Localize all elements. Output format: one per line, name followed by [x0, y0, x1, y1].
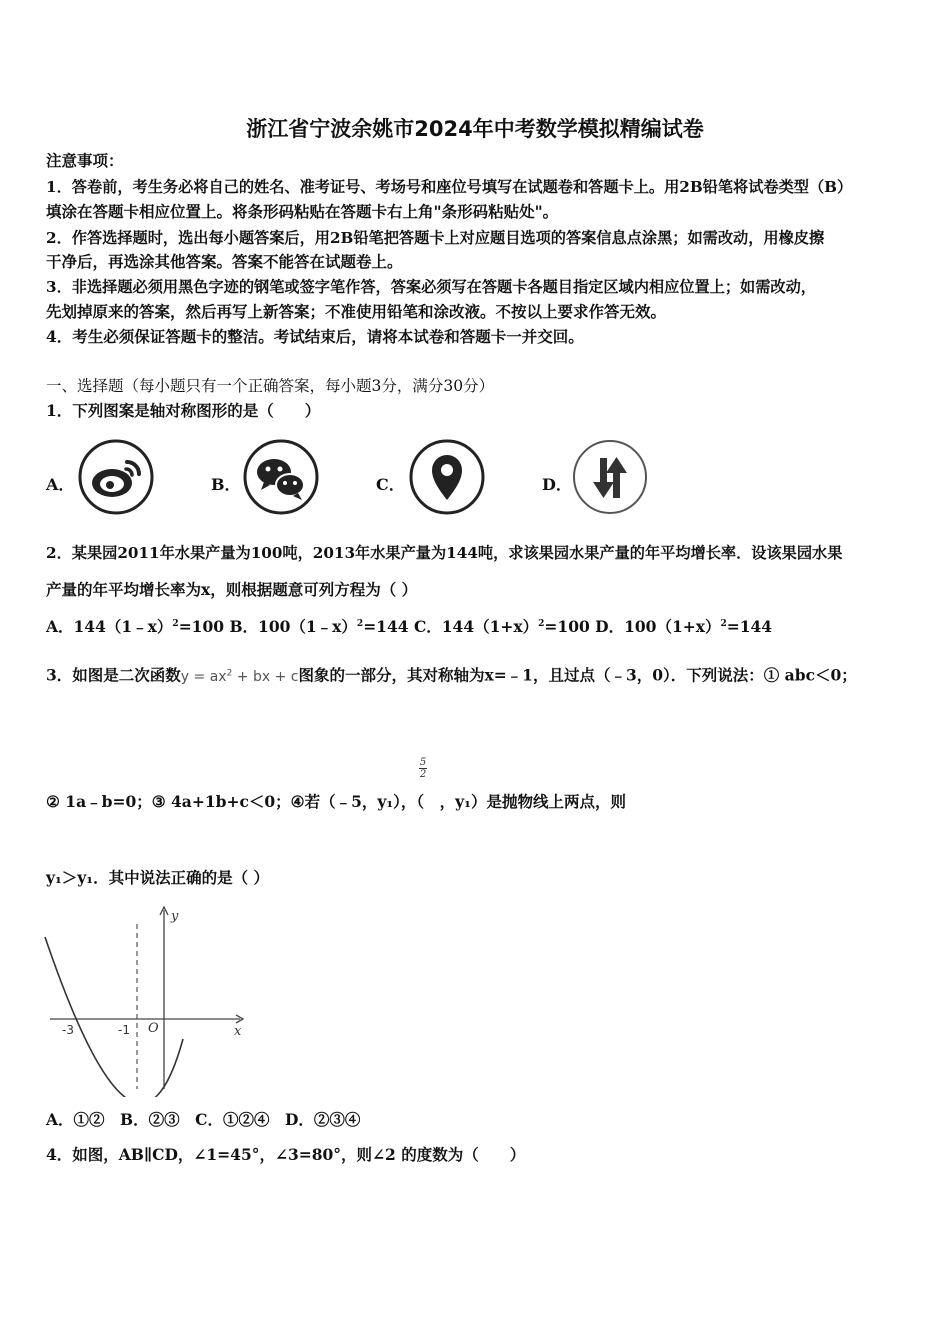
- question-2-options: [46, 614, 772, 637]
- notice-line: 1．答卷前，考生务必将自己的姓名、准考证号、考场号和座位号填写在试题卷和答题卡上。用2B铅笔将试卷类型（B）: [46, 178, 853, 196]
- question-3-options: A．①② B．②③ C．①②④ D．②③④: [46, 1110, 361, 1129]
- location-pin-icon: [406, 436, 488, 518]
- q1-option-c-label: C．: [376, 475, 405, 494]
- notice-line: 先划掉原来的答案，然后再写上新答案；不准使用铅笔和涂改液。不按以上要求作答无效。: [46, 302, 667, 321]
- notice-line: 4．考生必须保证答题卡的整洁。考试结束后，请将本试卷和答题卡一并交回。: [46, 327, 584, 346]
- parabola-curve: [45, 937, 183, 1097]
- q1-option-a-label: A．: [46, 475, 75, 494]
- y-axis-label: y: [171, 909, 179, 924]
- question-2-line-1: 2．某果园2011年水果产量为100吨，2013年水果产量为144吨，求该果园水果产量的年平均增长率．设该果园水果: [46, 544, 843, 562]
- q2-option-c: C．$144(1+x)^2=100$: [413, 617, 590, 637]
- section-heading: 一、选择题（每小题只有一个正确答案，每小题3分，满分30分）: [46, 377, 495, 395]
- question-3-line-1: 3．如图是二次函数$y = ax^2$ + bx + c图象的一部分，其对称轴为x=﹣1，且过点（﹣3，0）．下列说法：① abc＜0；: [46, 665, 857, 685]
- q2-option-b: B．100（1﹣x）$^2$=144: [229, 617, 409, 637]
- question-2-line-2: 产量的年平均增长率为x，则根据题意可列方程为（ ）: [46, 580, 418, 599]
- q1-option-d-label: D．: [542, 475, 572, 494]
- notice-line: 3．非选择题必须用黑色字迹的钢笔或签字笔作答，答案必须写在答题卡各题目指定区域内相应位置上；如需改动，: [46, 278, 816, 296]
- question-3-line-2: ② 1a﹣b=0；③ 4a+1b+c＜0；④若（﹣5，y₁），（ ，y₁）是抛物线上两点，则: [46, 792, 626, 811]
- origin-label: O: [148, 1021, 159, 1036]
- wechat-icon: [240, 436, 322, 518]
- notice-line: 填涂在答题卡相应位置上。将条形码粘贴在答题卡右上角"条形码粘贴处"。: [46, 202, 559, 221]
- notice-line: 干净后，再选涂其他答案。答案不能答在试题卷上。: [46, 252, 403, 271]
- notice-line: 2．作答选择题时，选出每小题答案后，用2B铅笔把答题卡上对应题目选项的答案信息点涂黑；如需改动，用橡皮擦: [46, 229, 825, 247]
- quadratic-formula: $y = ax^2$ + bx + c: [180, 668, 299, 685]
- up-down-arrows-icon: [569, 436, 651, 518]
- question-1-text: 1．下列图案是轴对称图形的是（ ）: [46, 401, 321, 420]
- notice-heading: 注意事项：: [46, 151, 124, 170]
- weibo-icon: [75, 436, 157, 518]
- tick-label-neg1: -1: [118, 1023, 130, 1037]
- q2-option-d: D．$100(1+x)^2=144$: [595, 617, 773, 637]
- page-title: 浙江省宁波余姚市2024年中考数学模拟精编试卷: [246, 117, 704, 141]
- q2-option-a: A．144（1﹣x）$^2$=100: [46, 617, 225, 637]
- question-4-text: 4．如图，AB∥CD，∠1=45°，∠3=80°，则∠2 的度数为（ ）: [46, 1145, 526, 1164]
- fraction-five-halves: 5 2: [419, 757, 427, 780]
- question-3-line-3: y₁＞y₁．其中说法正确的是（ ）: [46, 868, 269, 887]
- q1-option-b-label: B．: [211, 475, 241, 494]
- x-axis-label: x: [234, 1024, 242, 1039]
- parabola-graph: [40, 902, 250, 1097]
- tick-label-neg3: -3: [62, 1023, 74, 1037]
